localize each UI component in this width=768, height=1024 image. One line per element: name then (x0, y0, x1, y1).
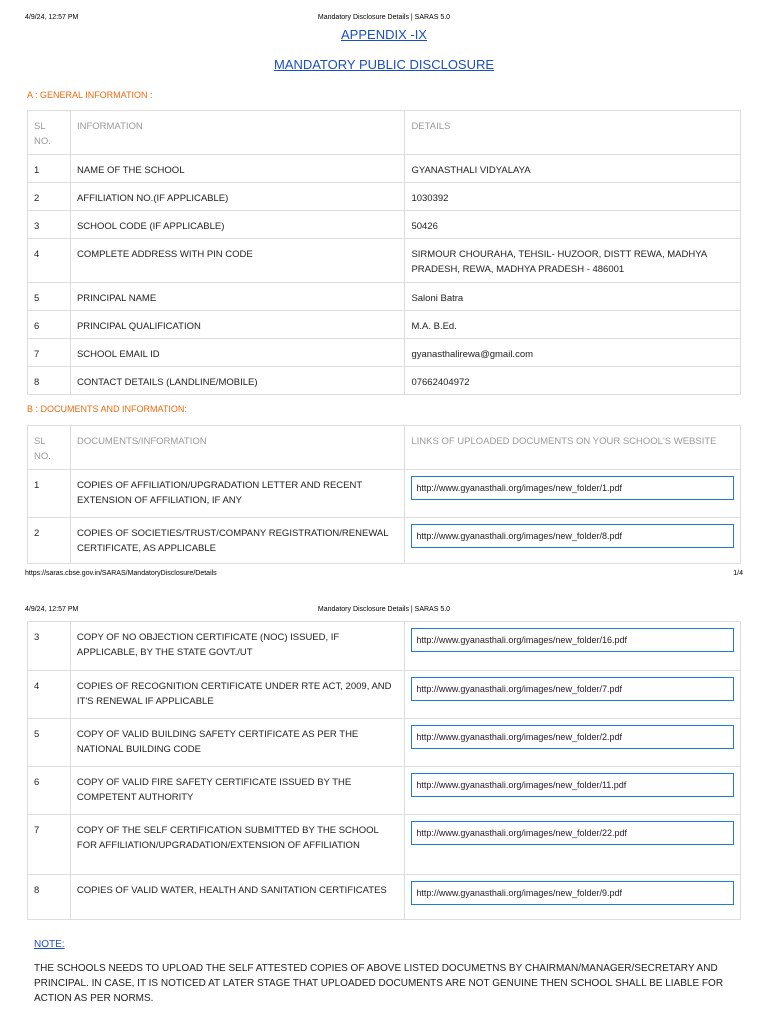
row-sl-no: 7 (28, 339, 71, 367)
appendix-title[interactable]: APPENDIX -IX (341, 27, 427, 42)
table-row (28, 719, 741, 767)
section-b-label: B : DOCUMENTS AND INFORMATION: (27, 404, 187, 414)
table-header-row (28, 111, 741, 155)
row-sl-no: 7 (28, 815, 71, 875)
row-sl-no: 2 (28, 183, 71, 211)
row-document: COPY OF THE SELF CERTIFICATION SUBMITTED BY THE SCHOOL FOR AFFILIATION/UPGRADATION/EXTENSION OF AFFILIATION (70, 815, 404, 875)
table-row (28, 311, 741, 339)
row-sl-no: 1 (28, 470, 71, 518)
row-sl-no: 6 (28, 767, 71, 815)
header-information: INFORMATION (70, 111, 404, 155)
row-details: GYANASTHALI VIDYALAYA (405, 155, 741, 183)
documents-table-page1 (27, 425, 741, 564)
row-sl-no: 5 (28, 283, 71, 311)
row-details: gyanasthalirewa@gmail.com (405, 339, 741, 367)
print-title: Mandatory Disclosure Details | SARAS 5.0 (317, 606, 451, 613)
row-link-cell (405, 671, 741, 719)
row-sl-no: 6 (28, 311, 71, 339)
section-a-label: A : GENERAL INFORMATION : (27, 90, 153, 100)
table-row (28, 875, 741, 920)
print-header (25, 14, 743, 26)
row-sl-no: 3 (28, 622, 71, 671)
table-row (28, 211, 741, 239)
table-row (28, 339, 741, 367)
documents-table-page2 (27, 621, 741, 920)
document-link-input[interactable]: http://www.gyanasthali.org/images/new_folder/16.pdf (411, 628, 734, 652)
row-sl-no: 2 (28, 518, 71, 564)
row-sl-no: 5 (28, 719, 71, 767)
row-link-cell (405, 875, 741, 920)
row-document: COPY OF VALID BUILDING SAFETY CERTIFICATE AS PER THE NATIONAL BUILDING CODE (70, 719, 404, 767)
header-sl-no: SL NO. (28, 426, 71, 470)
header-documents: DOCUMENTS/INFORMATION (70, 426, 404, 470)
document-link-input[interactable]: http://www.gyanasthali.org/images/new_folder/2.pdf (411, 725, 734, 749)
table-row (28, 622, 741, 671)
table-row (28, 155, 741, 183)
document-link-input[interactable]: http://www.gyanasthali.org/images/new_folder/7.pdf (411, 677, 734, 701)
table-row (28, 518, 741, 564)
row-link-cell (405, 815, 741, 875)
row-sl-no: 8 (28, 875, 71, 920)
row-information: SCHOOL EMAIL ID (70, 339, 404, 367)
document-link-input[interactable]: http://www.gyanasthali.org/images/new_folder/8.pdf (411, 524, 734, 548)
row-sl-no: 1 (28, 155, 71, 183)
table-row (28, 367, 741, 395)
row-document: COPY OF NO OBJECTION CERTIFICATE (NOC) ISSUED, IF APPLICABLE, BY THE STATE GOVT./UT (70, 622, 404, 671)
row-sl-no: 8 (28, 367, 71, 395)
row-document: COPIES OF VALID WATER, HEALTH AND SANITATION CERTIFICATES (70, 875, 404, 920)
print-header (25, 606, 743, 618)
document-link-input[interactable]: http://www.gyanasthali.org/images/new_folder/1.pdf (411, 476, 734, 500)
header-sl-no: SL NO. (28, 111, 71, 155)
table-row (28, 671, 741, 719)
row-document: COPIES OF AFFILIATION/UPGRADATION LETTER AND RECENT EXTENSION OF AFFILIATION, IF ANY (70, 470, 404, 518)
row-information: PRINCIPAL QUALIFICATION (70, 311, 404, 339)
note-label[interactable]: NOTE: (34, 939, 65, 950)
document-link-input[interactable]: http://www.gyanasthali.org/images/new_folder/9.pdf (411, 881, 734, 905)
main-title[interactable]: MANDATORY PUBLIC DISCLOSURE (273, 57, 495, 72)
table-row (28, 815, 741, 875)
row-information: CONTACT DETAILS (LANDLINE/MOBILE) (70, 367, 404, 395)
row-details: Saloni Batra (405, 283, 741, 311)
row-document: COPIES OF SOCIETIES/TRUST/COMPANY REGISTRATION/RENEWAL CERTIFICATE, AS APPLICABLE (70, 518, 404, 564)
row-information: PRINCIPAL NAME (70, 283, 404, 311)
row-details: 50426 (405, 211, 741, 239)
table-row (28, 283, 741, 311)
header-links: LINKS OF UPLOADED DOCUMENTS ON YOUR SCHOOL'S WEBSITE (405, 426, 741, 470)
row-details: M.A. B.Ed. (405, 311, 741, 339)
note-text: THE SCHOOLS NEEDS TO UPLOAD THE SELF ATTESTED COPIES OF ABOVE LISTED DOCUMETNS BY CHAIRMAN/MANAGER/SECRETARY AND PRINCIPAL. IN CASE, IT IS NOTICED AT LATER STAGE THAT UPLOADED DOCUMENTS ARE NOT GENUINE THEN SCHOOL SHALL BE LIABLE FOR ACTION AS PER NORMS. (34, 963, 724, 1004)
row-information: COMPLETE ADDRESS WITH PIN CODE (70, 239, 404, 283)
row-link-cell (405, 719, 741, 767)
row-sl-no: 4 (28, 239, 71, 283)
row-information: NAME OF THE SCHOOL (70, 155, 404, 183)
row-link-cell (405, 622, 741, 671)
table-row (28, 239, 741, 283)
row-sl-no: 4 (28, 671, 71, 719)
row-document: COPIES OF RECOGNITION CERTIFICATE UNDER RTE ACT, 2009, AND IT'S RENEWAL IF APPLICABLE (70, 671, 404, 719)
table-row (28, 767, 741, 815)
row-link-cell (405, 518, 741, 564)
print-footer (25, 570, 743, 582)
row-details: SIRMOUR CHOURAHA, TEHSIL- HUZOOR, DISTT REWA, MADHYA PRADESH, REWA, MADHYA PRADESH - 486001 (405, 239, 741, 283)
table-row (28, 183, 741, 211)
row-details: 07662404972 (405, 367, 741, 395)
row-details: 1030392 (405, 183, 741, 211)
print-url: https://saras.cbse.gov.in/SARAS/MandatoryDisclosure/Details (25, 570, 217, 577)
table-row (28, 470, 741, 518)
header-details: DETAILS (405, 111, 741, 155)
row-document: COPY OF VALID FIRE SAFETY CERTIFICATE ISSUED BY THE COMPETENT AUTHORITY (70, 767, 404, 815)
row-sl-no: 3 (28, 211, 71, 239)
table-header-row (28, 426, 741, 470)
row-link-cell (405, 470, 741, 518)
row-link-cell (405, 767, 741, 815)
row-information: AFFILIATION NO.(IF APPLICABLE) (70, 183, 404, 211)
print-datetime: 4/9/24, 12:57 PM (25, 14, 79, 21)
print-datetime: 4/9/24, 12:57 PM (25, 606, 79, 613)
print-title: Mandatory Disclosure Details | SARAS 5.0 (317, 14, 451, 21)
print-page-number: 1/4 (733, 570, 743, 577)
document-link-input[interactable]: http://www.gyanasthali.org/images/new_folder/22.pdf (411, 821, 734, 845)
general-info-table (27, 110, 741, 395)
row-information: SCHOOL CODE (IF APPLICABLE) (70, 211, 404, 239)
document-link-input[interactable]: http://www.gyanasthali.org/images/new_folder/11.pdf (411, 773, 734, 797)
